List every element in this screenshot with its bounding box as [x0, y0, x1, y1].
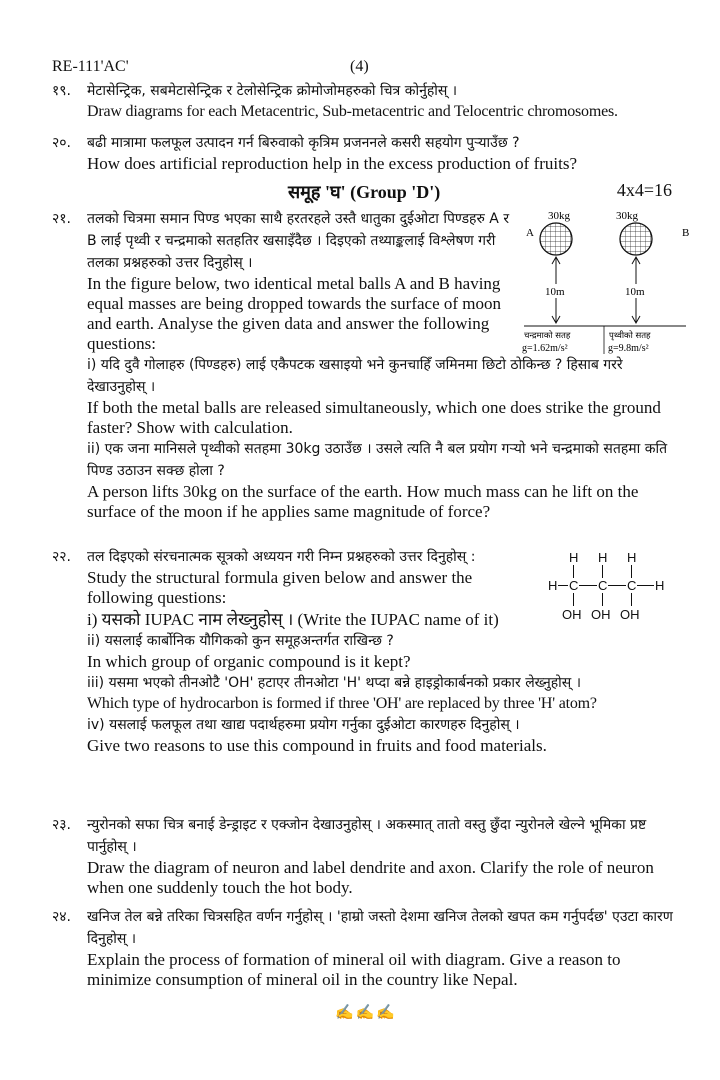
subquestion-i-nepali: i) यदि दुवै गोलाहरु (पिण्डहरु) लाई एकैपटक खसाइयो भने कुनचाहिँ जमिनमा छिटो ठोकिन्छ ? हिसाब गररे देखाउनुहोस् ।	[87, 357, 623, 395]
group-marks: 4x4=16	[616, 180, 672, 200]
subquestion-ii-nepali: ii) यसलाई कार्बोनिक यौगिकको कुन समूहअन्तर्गत राखिन्छ ?	[87, 633, 394, 649]
ball-a	[540, 223, 572, 255]
group-heading	[52, 180, 680, 204]
moon-surface-label: चन्द्रमाको सतह	[524, 331, 571, 341]
falling-balls-figure	[520, 206, 690, 356]
question-number: २१.	[52, 211, 72, 227]
question-text-english: Study the structural formula given below and answer the following questions:	[87, 568, 473, 607]
subquestion-ii-english: In which group of organic compound is it kept?	[87, 652, 411, 671]
earth-surface-label: पृथ्वीको सतह	[609, 331, 651, 341]
question-text-nepali: खनिज तेल बन्ने तरिका चित्रसहित वर्णन गर्नुहोस् । 'हाम्रो जस्तो देशमा खनिज तेलको खपत कम गर्नुपर्दछ' एउटा कारण दिनुहोस् ।	[87, 909, 673, 947]
mass-b-label: 30kg	[616, 210, 638, 222]
subquestion-iii-nepali: iii) यसमा भएको तीनओटै 'OH' हटाएर तीनओटा 'H' थप्दा बन्ने हाइड्रोकार्बनको प्रकार लेख्नुहोस् ।	[87, 675, 582, 691]
question-20	[52, 132, 680, 174]
question-text-nepali: बढी मात्रामा फलफूल उत्पादन गर्न बिरुवाको कृत्रिम प्रजननले कसरी सहयोग पुऱ्याउँछ ?	[87, 135, 520, 151]
h-atom: H	[569, 550, 579, 565]
moon-gravity-label: g=1.62m/s²	[522, 343, 568, 354]
question-number: २२.	[52, 549, 72, 565]
h-atom: H	[627, 550, 637, 565]
oh-group: OH	[591, 607, 611, 622]
subquestion-iv-nepali: iv) यसलाई फलफूल तथा खाद्य पदार्थहरुमा प्रयोग गर्नुका दुईओटा कारणहरु दिनुहोस् ।	[87, 717, 520, 733]
height-b-label: 10m	[625, 286, 645, 298]
question-text-nepali: मेटासेन्ट्रिक, सबमेटासेन्ट्रिक र टेलोसेन्ट्रिक क्रोमोजोमहरुको चित्र कोर्नुहोस् ।	[87, 83, 458, 99]
glycerol-structural-formula	[548, 549, 678, 631]
question-number: २०.	[52, 135, 72, 151]
mass-a-label: 30kg	[548, 210, 570, 222]
oh-group: OH	[562, 607, 582, 622]
question-number: २३.	[52, 817, 72, 833]
question-19	[52, 80, 680, 122]
ball-b	[620, 223, 652, 255]
page-number: (4)	[350, 58, 369, 75]
subquestion-iii-english: Which type of hydrocarbon is formed if three 'OH' are replaced by three 'H' atom?	[87, 695, 597, 712]
subquestion-ii-english: A person lifts 30kg on the surface of the earth. How much mass can he lift on the surface of the moon if he applies same magnitude of force?	[87, 482, 639, 521]
ball-b-letter: B	[682, 227, 690, 239]
oh-group: OH	[620, 607, 640, 622]
question-number: १९.	[52, 83, 72, 99]
question-24	[52, 906, 680, 990]
question-text-english: Draw the diagram of neuron and label dendrite and axon. Clarify the role of neuron when one suddenly touch the hot body.	[87, 858, 654, 897]
c-atom: C	[627, 578, 637, 593]
question-text-nepali: तलको चित्रमा समान पिण्ड भएका साथै हरतरहले उस्तै धातुका दुईओटा पिण्डहरु A र B लाई पृथ्वी र चन्द्रमाको सतहतिर खसाइँदैछ । दिइएको तथ्याङ्कलाई विश्लेषण गरी तलका प्रश्नहरुको उत्तर दिनुहोस् ।	[87, 211, 510, 271]
group-title: समूह 'घ' (Group 'D')	[288, 182, 441, 202]
subquestion-i: i) यसको IUPAC नाम लेख्नुहोस् । (Write the IUPAC name of it)	[87, 610, 499, 629]
question-text-nepali: तल दिइएको संरचनात्मक सूत्रको अध्ययन गरी निम्न प्रश्नहरुको उत्तर दिनुहोस् :	[87, 549, 476, 565]
question-text-english: Draw diagrams for each Metacentric, Sub-metacentric and Telocentric chromosomes.	[87, 103, 618, 120]
subquestion-i-english: If both the metal balls are released simultaneously, which one does strike the ground faster? Show with calculation.	[87, 398, 661, 437]
question-23	[52, 814, 680, 898]
ball-a-letter: A	[526, 227, 534, 239]
c-atom: C	[598, 578, 608, 593]
question-text-english: How does artificial reproduction help in the excess production of fruits?	[87, 154, 578, 173]
question-text-english: Explain the process of formation of mineral oil with diagram. Give a reason to minimize consumption of mineral oil in the country like Nepal.	[87, 950, 621, 989]
subquestion-iv-english: Give two reasons to use this compound in fruits and food materials.	[87, 736, 547, 755]
earth-gravity-label: g=9.8m/s²	[608, 343, 649, 354]
h-atom: H	[655, 578, 665, 593]
paper-code: RE-111'AC'	[52, 58, 129, 75]
h-atom: H	[548, 578, 558, 593]
question-text-nepali: न्युरोनको सफा चित्र बनाई डेन्ड्राइट र एक्जोन देखाउनुहोस् । अकस्मात् तातो वस्तु छुँदा न्युरोनले खेल्ने भूमिका प्रष्ट पार्नुहोस् ।	[87, 817, 647, 855]
height-a-label: 10m	[545, 286, 565, 298]
question-number: २४.	[52, 909, 72, 925]
end-mark: ✍✍✍	[335, 1005, 398, 1021]
question-text-english: In the figure below, two identical metal balls A and B having equal masses are being dropped towards the surface of moon and earth. Analyse the given data and answer the following questions:	[87, 274, 502, 353]
h-atom: H	[598, 550, 608, 565]
subquestion-ii-nepali: ii) एक जना मानिसले पृथ्वीको सतहमा 30kg उठाउँछ । उसले त्यति नै बल प्रयोग गऱ्यो भने चन्द्रमाको सतहमा कति पिण्ड उठाउन सक्छ होला ?	[87, 441, 668, 479]
c-atom: C	[569, 578, 579, 593]
